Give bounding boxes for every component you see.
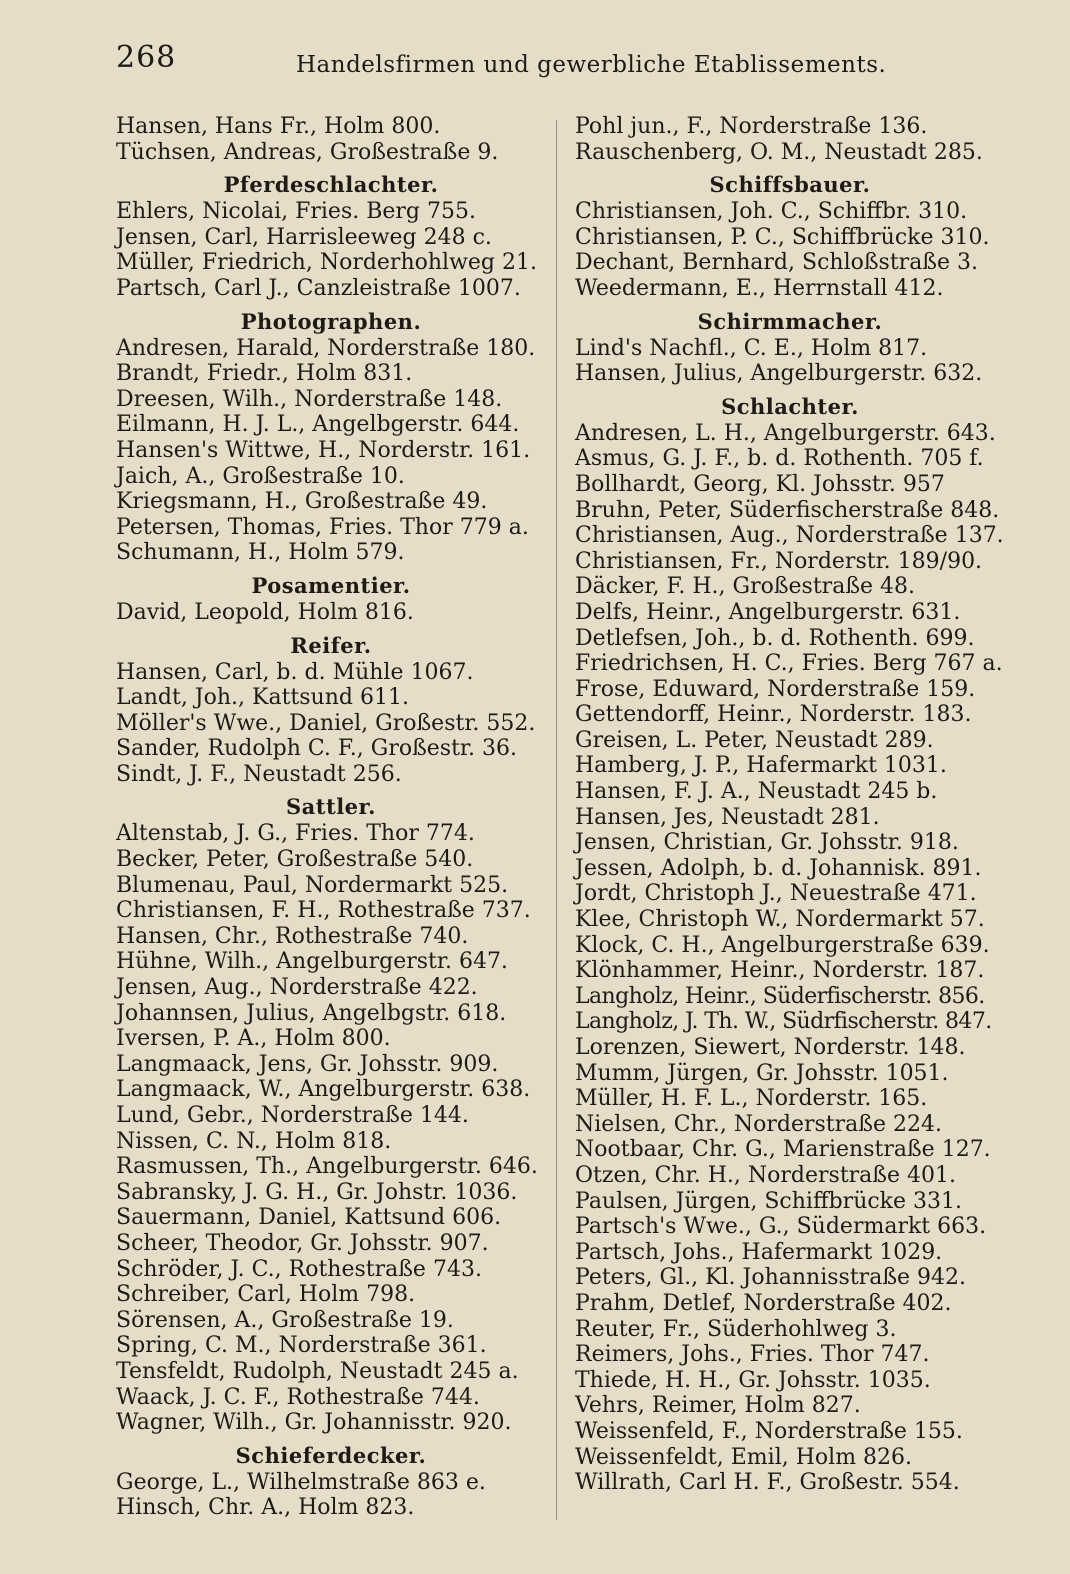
section-heading: Pferdeschlachter. [223, 172, 439, 198]
directory-entry: Langmaack, Jens, Gr. Johsstr. 909. [116, 1051, 499, 1077]
directory-entry: Rasmussen, Th., Angelburgerstr. 646. [116, 1154, 538, 1180]
directory-entry: Langmaack, W., Angelburgerstr. 638. [116, 1077, 531, 1103]
directory-entry: Christiansen, Joh. C., Schiffbr. 310. [575, 199, 968, 225]
directory-entry: Ehlers, Nicolai, Fries. Berg 755. [116, 199, 476, 225]
section-heading: Schlachter. [721, 393, 859, 419]
directory-entry: Willrath, Carl H. F., Großestr. 554. [575, 1470, 960, 1496]
directory-entry: Jordt, Christoph J., Neuestraße 471. [575, 881, 977, 907]
directory-entry: Gettendorff, Heinr., Norderstr. 183. [575, 702, 972, 728]
directory-entry: Paulsen, Jürgen, Schiffbrücke 331. [575, 1188, 963, 1214]
directory-entry: Jensen, Carl, Harrisleeweg 248 c. [116, 224, 492, 250]
directory-entry: Andresen, L. H., Angelburgerstr. 643. [575, 420, 996, 446]
directory-entry: Christiansen, Fr., Norderstr. 189/90. [575, 548, 983, 574]
directory-entry: Nielsen, Chr., Norderstraße 224. [575, 1111, 942, 1137]
directory-entry: Mumm, Jürgen, Gr. Johsstr. 1051. [575, 1060, 949, 1086]
directory-entry: Langholz, J. Th. W., Südrfischerstr. 847. [575, 1009, 992, 1035]
directory-entry: Bollhardt, Georg, Kl. Johsstr. 957 [575, 471, 945, 497]
directory-entry: Hühne, Wilh., Angelburgerstr. 647. [116, 949, 508, 975]
directory-entry: Rauschenberg, O. M., Neustadt 285. [575, 139, 983, 165]
section-heading: Schieferdecker. [235, 1442, 427, 1468]
directory-entry: Dechant, Bernhard, Schloßstraße 3. [575, 250, 979, 276]
directory-entry: Schumann, H., Holm 579. [116, 540, 405, 566]
directory-entry: Christiansen, Aug., Norderstraße 137. [575, 523, 1004, 549]
directory-entry: Friedrichsen, H. C., Fries. Berg 767 a. [575, 651, 1003, 677]
directory-entry: Klee, Christoph W., Nordermarkt 57. [575, 907, 985, 933]
directory-entry: Hansen, Hans Fr., Holm 800. [116, 114, 441, 139]
section-heading: Sattler. [286, 794, 376, 820]
directory-entry: Weedermann, E., Herrnstall 412. [575, 275, 944, 301]
page-number: 268 [116, 40, 177, 75]
left-column [116, 114, 546, 1521]
directory-entry: Asmus, G. J. F., b. d. Rothenth. 705 f. [575, 446, 984, 472]
directory-entry: Christiansen, F. H., Rothestraße 737. [116, 898, 531, 924]
directory-entry: Schröder, J. C., Rothestraße 743. [116, 1256, 482, 1282]
directory-entry: Bruhn, Peter, Süderfischerstraße 848. [575, 497, 1000, 523]
directory-entry: Partsch's Wwe., G., Südermarkt 663. [575, 1214, 987, 1240]
directory-entry: Delfs, Heinr., Angelburgerstr. 631. [575, 599, 961, 625]
directory-entry: Klönhammer, Heinr., Norderstr. 187. [575, 958, 985, 984]
directory-entry: Becker, Peter, Großestraße 540. [116, 847, 474, 873]
directory-entry: Hansen, Julius, Angelburgerstr. 632. [575, 361, 983, 387]
directory-entry: Landt, Joh., Kattsund 611. [116, 685, 409, 711]
section-heading: Posamentier. [251, 572, 411, 598]
directory-entry: Blumenau, Paul, Nordermarkt 525. [116, 872, 509, 898]
directory-entry: Partsch, Carl J., Canzleistraße 1007. [116, 275, 521, 301]
directory-entry: Möller's Wwe., Daniel, Großestr. 552. [116, 710, 536, 736]
directory-entry: Brandt, Friedr., Holm 831. [116, 361, 413, 387]
directory-entry: Lorenzen, Siewert, Norderstr. 148. [575, 1035, 966, 1060]
directory-entry: Jensen, Christian, Gr. Johsstr. 918. [575, 830, 959, 856]
directory-entry: Nootbaar, Chr. G., Marienstraße 127. [575, 1137, 991, 1163]
directory-entry: Sauermann, Daniel, Kattsund 606. [116, 1205, 502, 1231]
directory-entry: Langholz, Heinr., Süderfischerstr. 856. [575, 983, 985, 1009]
directory-entry: Weissenfeldt, Emil, Holm 826. [575, 1444, 913, 1470]
directory-entry: George, L., Wilhelmstraße 863 e. [116, 1469, 486, 1495]
directory-entry: Frose, Eduward, Norderstraße 159. [575, 676, 976, 702]
directory-entry: Hansen, F. J. A., Neustadt 245 b. [575, 779, 938, 805]
directory-entry: Altenstab, J. G., Fries. Thor 774. [116, 821, 475, 847]
directory-entry: Peters, Gl., Kl. Johannisstraße 942. [575, 1265, 967, 1291]
directory-entry: Sörensen, A., Großestraße 19. [116, 1307, 454, 1333]
directory-entry: Christiansen, P. C., Schiffbrücke 310. [575, 224, 990, 250]
directory-entry: Dreesen, Wilh., Norderstraße 148. [116, 386, 503, 412]
directory-entry: Tensfeldt, Rudolph, Neustadt 245 a. [116, 1358, 519, 1384]
column-divider [556, 120, 557, 1520]
directory-entry: Otzen, Chr. H., Norderstraße 401. [575, 1162, 956, 1188]
directory-entry: Prahm, Detlef, Norderstraße 402. [575, 1290, 952, 1316]
directory-entry: Hamberg, J. P., Hafermarkt 1031. [575, 753, 947, 779]
directory-entry: Johannsen, Julius, Angelbgstr. 618. [116, 1000, 507, 1026]
directory-entry: Scheer, Theodor, Gr. Johsstr. 907. [116, 1230, 489, 1256]
right-column [575, 114, 1005, 1496]
directory-entry: Thiede, H. H., Gr. Johsstr. 1035. [575, 1367, 931, 1393]
directory-entry: Hansen's Wittwe, H., Norderstr. 161. [116, 437, 531, 463]
directory-entry: Vehrs, Reimer, Holm 827. [575, 1393, 861, 1419]
running-head-title: Handelsfirmen und gewerbliche Etablissements. [296, 52, 887, 78]
directory-entry: Sabransky, J. G. H., Gr. Johstr. 1036. [116, 1179, 518, 1205]
directory-entry: Detlefsen, Joh., b. d. Rothenth. 699. [575, 625, 975, 651]
directory-entry: Müller, H. F. L., Norderstr. 165. [575, 1086, 928, 1112]
directory-entry: Spring, C. M., Norderstraße 361. [116, 1333, 487, 1359]
directory-entry: Lund, Gebr., Norderstraße 144. [116, 1103, 469, 1128]
directory-entry: Greisen, L. Peter, Neustadt 289. [575, 727, 934, 753]
directory-entry: David, Leopold, Holm 816. [116, 599, 414, 625]
directory-entry: Jaich, A., Großestraße 10. [116, 463, 405, 489]
directory-entry: Hinsch, Chr. A., Holm 823. [116, 1495, 415, 1521]
directory-entry: Andresen, Harald, Norderstraße 180. [116, 335, 536, 361]
directory-entry: Jessen, Adolph, b. d. Johannisk. 891. [575, 855, 982, 881]
directory-entry: Lind's Nachfl., C. E., Holm 817. [575, 335, 928, 361]
directory-entry: Waack, J. C. F., Rothestraße 744. [116, 1384, 480, 1410]
directory-entry: Partsch, Johs., Hafermarkt 1029. [575, 1239, 943, 1265]
directory-entry: Klock, C. H., Angelburgerstraße 639. [575, 932, 990, 958]
directory-entry: Reimers, Johs., Fries. Thor 747. [575, 1342, 930, 1368]
directory-entry: Sindt, J. F., Neustadt 256. [116, 761, 402, 787]
directory-entry: Pohl jun., F., Norderstraße 136. [575, 114, 928, 139]
directory-entry: Petersen, Thomas, Fries. Thor 779 a. [116, 514, 529, 540]
directory-entry: Däcker, F. H., Großestraße 48. [575, 574, 916, 600]
section-heading: Schirmmacher. [697, 308, 883, 334]
directory-entry: Nissen, C. N., Holm 818. [116, 1128, 392, 1154]
directory-entry: Reuter, Fr., Süderhohlweg 3. [575, 1316, 897, 1342]
directory-entry: Weissenfeld, F., Norderstraße 155. [575, 1418, 963, 1444]
section-heading: Schiffsbauer. [709, 172, 871, 198]
directory-entry: Wagner, Wilh., Gr. Johannisstr. 920. [116, 1410, 512, 1436]
directory-entry: Hansen, Carl, b. d. Mühle 1067. [116, 659, 474, 685]
directory-entry: Iversen, P. A., Holm 800. [116, 1026, 391, 1052]
directory-entry: Eilmann, H. J. L., Angelbgerstr. 644. [116, 412, 520, 438]
directory-entry: Hansen, Jes, Neustadt 281. [575, 804, 880, 830]
directory-entry: Jensen, Aug., Norderstraße 422. [116, 975, 478, 1001]
directory-entry: Kriegsmann, H., Großestraße 49. [116, 489, 488, 515]
directory-entry: Sander, Rudolph C. F., Großestr. 36. [116, 736, 517, 762]
directory-entry: Müller, Friedrich, Norderhohlweg 21. [116, 250, 537, 276]
directory-entry: Tüchsen, Andreas, Großestraße 9. [116, 139, 499, 165]
section-heading: Reifer. [290, 632, 372, 658]
section-heading: Photographen. [240, 308, 422, 334]
directory-entry: Schreiber, Carl, Holm 798. [116, 1282, 416, 1308]
directory-entry: Hansen, Chr., Rothestraße 740. [116, 923, 469, 949]
